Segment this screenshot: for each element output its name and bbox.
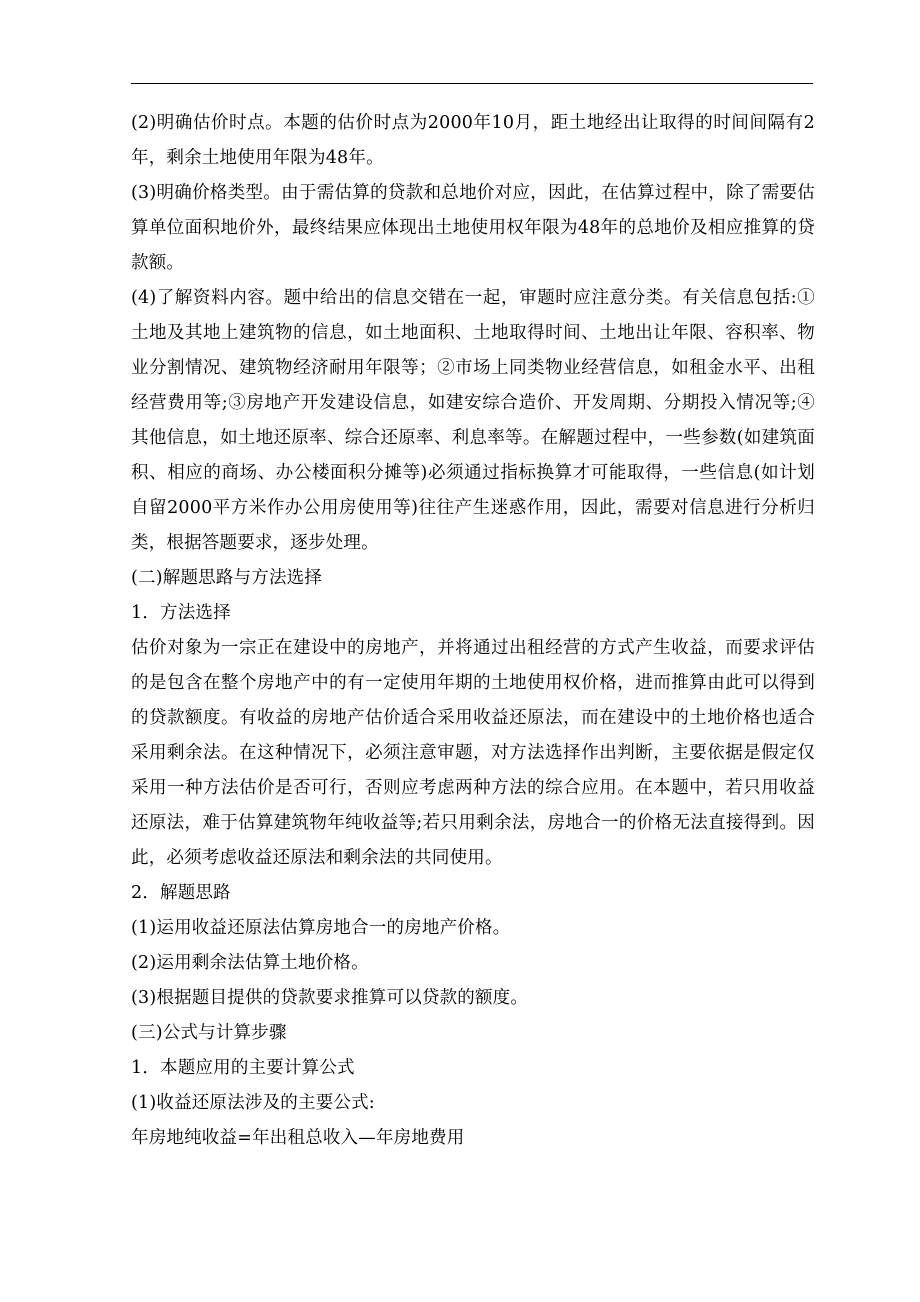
paragraph-valuation-date: (2)明确估价时点。本题的估价时点为2000年10月，距土地经出让取得的时间间隔有2年，剩余土地使用年限为48年。 — [131, 113, 815, 168]
paragraph-price-type: (3)明确价格类型。由于需估算的贷款和总地价对应，因此，在估算过程中，除了需要估算单位面积地价外，最终结果应体现出土地使用权年限为48年的总地价及相应推算的贷款额。 — [131, 183, 815, 273]
subheading-method-selection: 1．方法选择 — [131, 603, 231, 623]
header-rule — [131, 83, 813, 84]
document-body — [131, 106, 815, 1156]
formula-net-income: 年房地纯收益=年出租总收入—年房地费用 — [131, 1128, 465, 1148]
subheading-formulas: 1．本题应用的主要计算公式 — [131, 1058, 355, 1078]
list-item-step-1: (1)运用收益还原法估算房地合一的房地产价格。 — [131, 918, 511, 938]
list-item-step-2: (2)运用剩余法估算土地价格。 — [131, 953, 369, 973]
section-heading-formulas: (三)公式与计算步骤 — [131, 1023, 287, 1043]
list-item-step-3: (3)根据题目提供的贷款要求推算可以贷款的额度。 — [131, 988, 529, 1008]
subheading-approach: 2．解题思路 — [131, 883, 231, 903]
paragraph-method-selection: 估价对象为一宗正在建设中的房地产，并将通过出租经营的方式产生收益，而要求评估的是包含在整个房地产中的有一定使用年期的土地使用权价格，进而推算由此可以得到的贷款额度。有收益的房地产估价适合采用收益还原法，而在建设中的土地价格也适合采用剩余法。在这种情况下，必须注意审题，对方法选择作出判断，主要依据是假定仅采用一种方法估价是否可行，否则应考虑两种方法的综合应用。在本题中，若只用收益还原法，难于估算建筑物年纯收益等;若只用剩余法，房地合一的价格无法直接得到。因此，必须考虑收益还原法和剩余法的共同使用。 — [131, 638, 815, 868]
paragraph-income-formulas: (1)收益还原法涉及的主要公式: — [131, 1093, 375, 1113]
section-heading-approach: (二)解题思路与方法选择 — [131, 568, 323, 588]
paragraph-data-content: (4)了解资料内容。题中给出的信息交错在一起，审题时应注意分类。有关信息包括:①土地及其地上建筑物的信息，如土地面积、土地取得时间、土地出让年限、容积率、物业分割情况、建筑物经济耐用年限等；②市场上同类物业经营信息，如租金水平、出租经营费用等;③房地产开发建设信息，如建安综合造价、开发周期、分期投入情况等;④其他信息，如土地还原率、综合还原率、利息率等。在解题过程中，一些参数(如建筑面积、相应的商场、办公楼面积分摊等)必须通过指标换算才可能取得，一些信息(如计划自留2000平方米作办公用房使用等)往往产生迷惑作用，因此，需要对信息进行分析归类，根据答题要求，逐步处理。 — [131, 288, 815, 553]
